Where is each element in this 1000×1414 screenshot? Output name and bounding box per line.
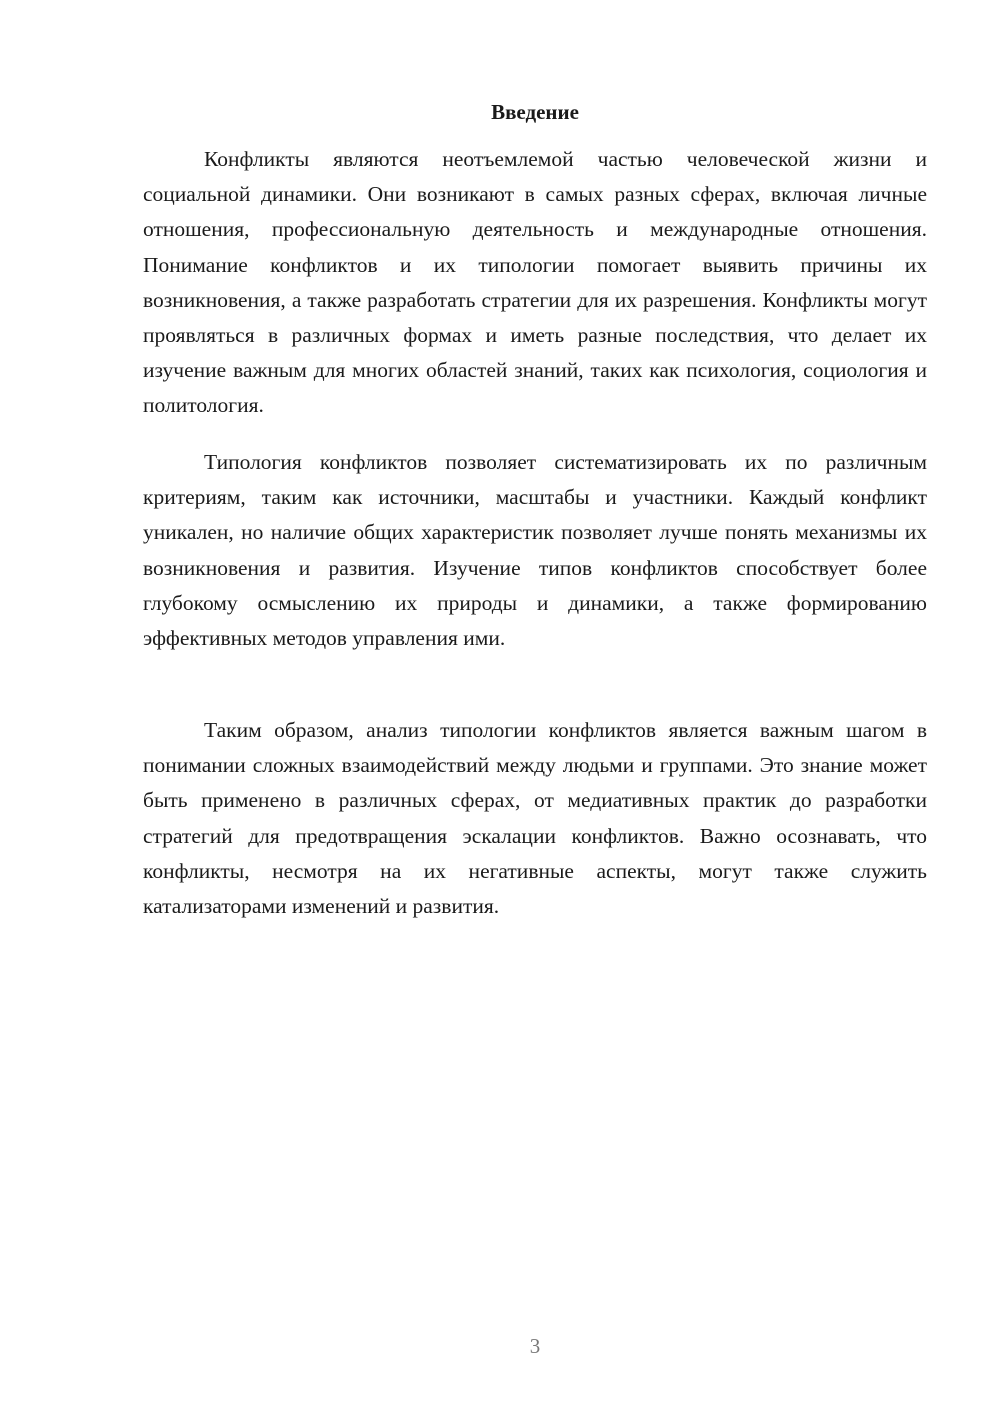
paragraph-2: Типология конфликтов позволяет систематизировать их по различным критериям, таким как источники, масштабы и участники. Каждый конфликт уникален, но наличие общих характеристик позволяет лучше понять механизмы их возникновения и развития. Изучение типов конфликтов способствует более глубокому осмыслению их природы и динамики, а также формированию эффективных методов управления ими. xyxy=(143,450,927,651)
page-title: Введение xyxy=(491,100,579,124)
paragraph-3: Таким образом, анализ типологии конфликтов является важным шагом в понимании сложных взаимодействий между людьми и группами. Это знание может быть применено в различных сферах, от медиативных практик до разработки стратегий для предотвращения эскалации конфликтов. Важно осознавать, что конфликты, несмотря на их негативные аспекты, могут также служить катализаторами изменений и развития. xyxy=(143,718,927,919)
page-number: 3 xyxy=(529,1334,541,1358)
paragraph-1: Конфликты являются неотъемлемой частью человеческой жизни и социальной динамики. Они возникают в самых разных сферах, включая личные отношения, профессиональную деятельность и международные отношения. Понимание конфликтов и их типологии помогает выявить причины их возникновения, а также разработать стратегии для их разрешения. Конфликты могут проявляться в различных формах и иметь разные последствия, что делает их изучение важным для многих областей знаний, таких как психология, социология и политология. xyxy=(143,147,927,418)
